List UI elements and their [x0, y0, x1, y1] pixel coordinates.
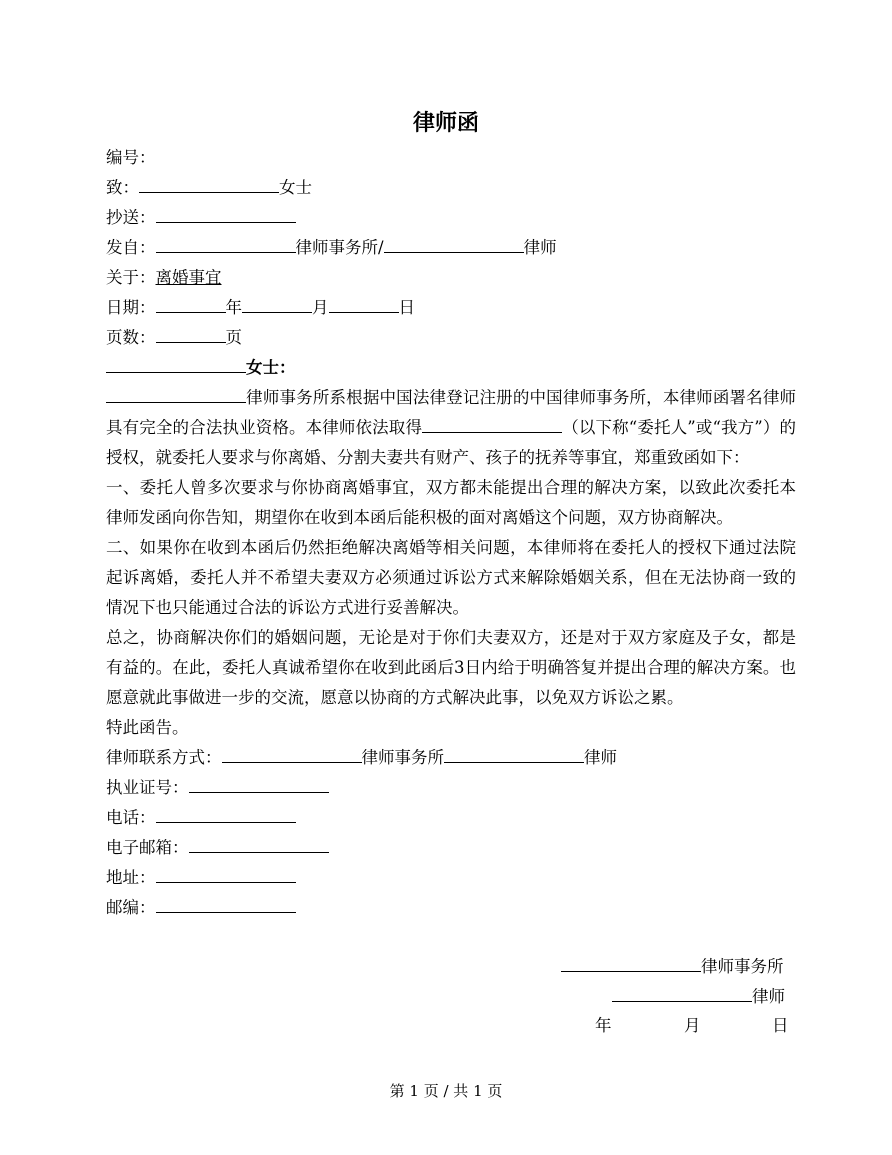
postcode-label: 邮编：	[106, 898, 156, 917]
about-line	[106, 263, 796, 293]
signature-firm-suffix: 律师事务所	[701, 957, 784, 976]
signature-lawyer-suffix: 律师	[752, 987, 785, 1006]
cc-line	[106, 203, 796, 233]
closing-line: 特此函告。	[106, 718, 189, 737]
date-line	[106, 293, 796, 323]
number-label: 编号：	[106, 148, 156, 167]
email-label: 电子邮箱：	[106, 838, 189, 857]
contact-lawyer-blank	[444, 743, 584, 763]
to-suffix: 女士	[279, 178, 312, 197]
postcode-line	[106, 893, 796, 923]
from-lawyer-blank	[384, 233, 524, 253]
day-text: 日	[398, 298, 415, 317]
intro-client-blank	[422, 413, 562, 433]
license-blank	[189, 773, 329, 793]
from-lawyer-suffix: 律师	[523, 238, 557, 257]
signature-firm-blank	[561, 952, 701, 972]
signature-month: 月	[684, 1016, 701, 1035]
pages-line	[106, 323, 796, 353]
from-firm-suffix: 律师事务所/	[295, 238, 384, 257]
month-text: 月	[312, 298, 329, 317]
contact-label: 律师联系方式：	[106, 748, 222, 767]
salutation	[106, 353, 796, 383]
address-blank	[156, 863, 296, 883]
paragraph-3: 总之，协商解决你们的婚姻问题，无论是对于你们夫妻双方，还是对于双方家庭及子女，都是有益的。在此，委托人真诚希望你在收到此函后3日内给于明确答复并提出合理的解决方案。也愿意就此事做进一步的交流，愿意以协商的方式解决此事，以免双方诉讼之累。	[106, 628, 796, 707]
intro-firm-blank	[106, 383, 246, 403]
intro-text-a: 律师事务所系根据中国法律登记注册的中国律师事务所，本律师函署名律师具有完全的合法执业资格。本律师依法取得	[106, 388, 796, 437]
signature-day: 日	[772, 1016, 789, 1035]
intro-text-b: （以下称“委托人”或“我方”）的授权，就委托人要求与你离婚、分割夫妻共有财产、孩子的抚养等事宜，郑重致函如下：	[106, 418, 797, 467]
phone-label: 电话：	[106, 808, 156, 827]
contact-line	[106, 743, 796, 773]
month-blank	[242, 293, 312, 313]
paragraph-1: 一、委托人曾多次要求与你协商离婚事宜，双方都未能提出合理的解决方案，以致此次委托本律师发函向你告知，期望你在收到本函后能积极的面对离婚这个问题，双方协商解决。	[106, 478, 796, 527]
email-blank	[189, 833, 329, 853]
year-blank	[156, 293, 226, 313]
contact-firm-suffix: 律师事务所	[361, 748, 444, 767]
salutation-suffix: 女士：	[246, 358, 296, 377]
cc-blank	[156, 203, 296, 223]
page-footer: 第 1 页 / 共 1 页	[389, 1082, 503, 1100]
about-label: 关于：	[106, 268, 156, 287]
date-label: 日期：	[106, 298, 156, 317]
letter-body	[106, 143, 796, 923]
pages-label: 页数：	[106, 328, 156, 347]
from-line	[106, 233, 796, 263]
pages-blank	[156, 323, 226, 343]
salutation-blank	[106, 353, 246, 373]
from-firm-blank	[156, 233, 296, 253]
document-title: 律师函	[412, 110, 479, 136]
phone-line	[106, 803, 796, 833]
to-line	[106, 173, 796, 203]
recipient-blank	[139, 173, 279, 193]
paragraph-2: 二、如果你在收到本函后仍然拒绝解决离婚等相关问题，本律师将在委托人的授权下通过法院起诉离婚，委托人并不希望夫妻双方必须通过诉讼方式来解除婚姻关系，但在无法协商一致的情况下也只能通过合法的诉讼方式进行妥善解决。	[106, 538, 796, 617]
license-label: 执业证号：	[106, 778, 189, 797]
day-blank	[329, 293, 399, 313]
phone-blank	[156, 803, 296, 823]
contact-lawyer-suffix: 律师	[584, 748, 617, 767]
to-label: 致：	[106, 178, 139, 197]
year-text: 年	[225, 298, 242, 317]
about-value: 离婚事宜	[155, 268, 222, 287]
contact-firm-blank	[222, 743, 362, 763]
postcode-blank	[156, 893, 296, 913]
address-line	[106, 863, 796, 893]
license-line	[106, 773, 796, 803]
cc-label: 抄送：	[106, 208, 156, 227]
address-label: 地址：	[106, 868, 156, 887]
email-line	[106, 833, 796, 863]
intro-paragraph	[106, 383, 796, 473]
signature-year: 年	[595, 1016, 612, 1035]
from-label: 发自：	[106, 238, 156, 257]
pages-suffix: 页	[225, 328, 242, 347]
signature-lawyer-blank	[612, 982, 752, 1002]
number-line	[106, 143, 796, 173]
